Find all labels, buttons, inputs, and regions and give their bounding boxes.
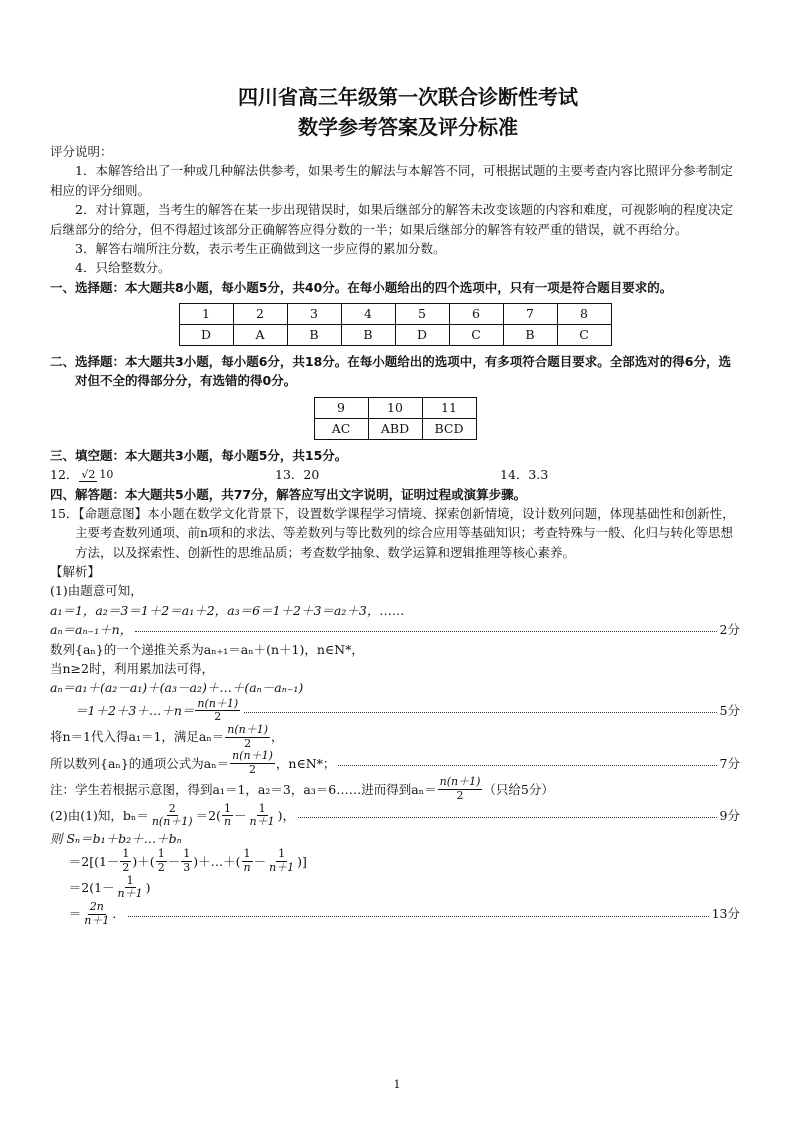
solution-line: 所以数列{aₙ}的通项公式为aₙ＝ $\frac{n(n+1)}{2}$ ，n∈N*； 7分 bbox=[50, 749, 740, 776]
note-item: 4．只给整数分。 bbox=[75, 260, 171, 276]
answer-cell: A bbox=[233, 325, 287, 346]
note-item: 2．对计算题，当考生的解答在某一步出现错误时，如果后继部分的解答未改变该题的内容和难度，可视影响的程度决定后继部分的给分，但不得超过该部分正确解答应得分数的一半；如果后继部分的解答有较严重的错误，就不再给分。 bbox=[50, 202, 733, 237]
question-number: 4 bbox=[341, 304, 395, 325]
fraction: $\frac{n(n+1)}{2}$ bbox=[232, 749, 273, 776]
solution-line: ＝2(1－ $\frac{1}{n+1}$ ) bbox=[68, 873, 151, 901]
table-row bbox=[179, 325, 611, 346]
fraction: $\frac{n(n+1)}{2}$ bbox=[227, 722, 269, 750]
fraction: $\frac{2}{n(n+1)}$ bbox=[151, 801, 193, 829]
q14-answer: 14．3.3 bbox=[500, 467, 549, 483]
fraction: $\frac{1}{n}$ bbox=[223, 801, 232, 829]
fraction: $\frac{1}{n+1}$ bbox=[249, 801, 275, 829]
answer-cell: D bbox=[395, 325, 449, 346]
answer-cell: D bbox=[179, 325, 233, 346]
table-row bbox=[314, 418, 476, 439]
solution-line: (2)由(1)知，bₙ＝ $\frac{2}{n(n+1)}$ ＝2( $\frac{1}{n}$ － $\frac{1}{n+1}$ )， 9分 bbox=[50, 801, 740, 829]
fraction: $\frac{2n}{n+1}$ bbox=[84, 899, 110, 927]
q12-label: 12． bbox=[50, 467, 79, 483]
solution-line: ＝1＋2＋3＋…＋n＝ $\frac{n(n+1)}{2}$ 5分 bbox=[75, 696, 740, 724]
section2-heading: 二、选择题：本大题共3小题，每小题6分，共18分。在每小题给出的选项中，有多项符合题目要求。全部选对的得6分，选对但不全的得部分分，有选错的得0分。 bbox=[50, 354, 731, 389]
solution-line: ＝2[(1－ $\frac{1}{2}$ )＋( $\frac{1}{2}$ － $\frac{1}{3}$ )＋…＋( $\frac{1}{n}$ － $\frac{1}{n+1}$ )] bbox=[68, 847, 307, 875]
document-title: 四川省高三年级第一次联合诊断性考试 bbox=[238, 85, 578, 109]
fraction: $\frac{1}{n+1}$ bbox=[117, 873, 143, 901]
score-mark: 2分 bbox=[719, 622, 740, 638]
answer-cell: B bbox=[287, 325, 341, 346]
single-choice-answer-table bbox=[179, 303, 612, 346]
document-subtitle: 数学参考答案及评分标准 bbox=[298, 115, 518, 139]
score-mark: 13分 bbox=[711, 906, 740, 922]
q12-numerator: √2 bbox=[81, 467, 96, 481]
question-number: 6 bbox=[449, 304, 503, 325]
solution-line: (1)由题意可知， bbox=[50, 583, 143, 599]
solution-line: aₙ＝a₁＋(a₂－a₁)＋(a₃－a₂)＋…＋(aₙ－aₙ₋₁) bbox=[50, 680, 304, 696]
answer-cell: B bbox=[341, 325, 395, 346]
answer-cell: B bbox=[503, 325, 557, 346]
question-number: 9 bbox=[314, 397, 368, 418]
question-number: 5 bbox=[395, 304, 449, 325]
fraction: $\frac{n(n+1)}{2}$ bbox=[197, 696, 239, 724]
solution-line: aₙ＝aₙ₋₁＋n， 2分 bbox=[50, 620, 740, 639]
answer-cell: C bbox=[449, 325, 503, 346]
answer-cell: C bbox=[557, 325, 611, 346]
fill-blank-answers bbox=[50, 465, 740, 484]
notes-block bbox=[50, 142, 740, 278]
note-item: 1．本解答给出了一种或几种解法供参考，如果考生的解法与本解答不同，可根据试题的主要考查内容比照评分参考制定相应的评分细则。 bbox=[50, 163, 733, 198]
section3-heading: 三、填空题：本大题共3小题，每小题5分，共15分。 bbox=[50, 447, 348, 463]
section-choice-single bbox=[50, 278, 740, 562]
question-number: 7 bbox=[503, 304, 557, 325]
question-number: 10 bbox=[368, 397, 422, 418]
answer-cell: BCD bbox=[422, 418, 476, 439]
table-row bbox=[314, 397, 476, 418]
page-number: 1 bbox=[393, 1078, 401, 1091]
solution-line: 将n＝1代入得a₁＝1，满足aₙ＝ $\frac{n(n+1)}{2}$ ， bbox=[50, 722, 284, 750]
fraction: $\frac{1}{n+1}$ bbox=[269, 847, 295, 875]
fraction: $\frac{n(n+1)}{2}$ bbox=[439, 775, 481, 803]
solution-line: 则 Sₙ＝b₁＋b₂＋…＋bₙ bbox=[50, 831, 182, 847]
answer-cell: AC bbox=[314, 418, 368, 439]
table-row bbox=[179, 304, 611, 325]
score-mark: 7分 bbox=[719, 755, 740, 771]
notes-heading: 评分说明： bbox=[50, 144, 113, 159]
section4-heading: 四、解答题：本大题共5小题，共77分，解答应写出文字说明，证明过程或演算步骤。 bbox=[50, 486, 527, 502]
q12-fraction bbox=[79, 469, 115, 483]
q12-denominator: 10 bbox=[99, 467, 114, 481]
score-mark: 9分 bbox=[719, 808, 740, 824]
section1-heading: 一、选择题：本大题共8小题，每小题5分，共40分。在每小题给出的四个选项中，只有一项是符合题目要求的。 bbox=[50, 279, 673, 295]
q15-intent: 15．【命题意图】本小题在数学文化背景下，设置数学课程学习情境、探索创新情境，设计数列问题，体现基础性和创新性，主要考查数列通项、前n项和的求法、等差数列与等比数列的综合应用等基础知识；考查特殊与一般、化归与转化等思想方法，以及探索性、创新性的思维品质；考查数学抽象、数学运算和逻辑推理等核心素养。 bbox=[50, 505, 735, 560]
solution-line: 当n≥2时，利用累加法可得， bbox=[50, 660, 214, 676]
question-number: 11 bbox=[422, 397, 476, 418]
answer-cell: ABD bbox=[368, 418, 422, 439]
solution-line: ＝ $\frac{2n}{n+1}$ ． 13分 bbox=[68, 899, 740, 927]
fraction: $\frac{1}{2}$ bbox=[122, 847, 130, 875]
solution-line: a₁＝1，a₂＝3＝1＋2＝a₁＋2，a₃＝6＝1＋2＋3＝a₂＋3，…… bbox=[50, 602, 405, 618]
solution-line: 数列{aₙ}的一个递推关系为aₙ₊₁＝aₙ＋(n＋1)，n∈N*， bbox=[50, 641, 364, 657]
question-number: 2 bbox=[233, 304, 287, 325]
fraction: $\frac{1}{2}$ bbox=[157, 847, 165, 875]
solution-label: 【解析】 bbox=[50, 564, 101, 579]
note-item: 3．解答右端所注分数，表示考生正确做到这一步应得的累加分数。 bbox=[75, 240, 446, 256]
question-number: 8 bbox=[557, 304, 611, 325]
fraction: $\frac{1}{n}$ bbox=[243, 847, 251, 875]
q15-solution bbox=[50, 562, 740, 927]
q13-answer: 13．20 bbox=[275, 467, 320, 483]
question-number: 3 bbox=[287, 304, 341, 325]
multi-choice-answer-table bbox=[314, 397, 477, 440]
question-number: 1 bbox=[179, 304, 233, 325]
solution-note: 注：学生若根据示意图，得到a₁＝1，a₂＝3，a₃＝6……进而得到aₙ＝ $\frac{n(n+1)}{2}$ （只给5分） bbox=[50, 775, 554, 803]
fraction: $\frac{1}{3}$ bbox=[183, 847, 191, 875]
score-mark: 5分 bbox=[719, 703, 740, 719]
